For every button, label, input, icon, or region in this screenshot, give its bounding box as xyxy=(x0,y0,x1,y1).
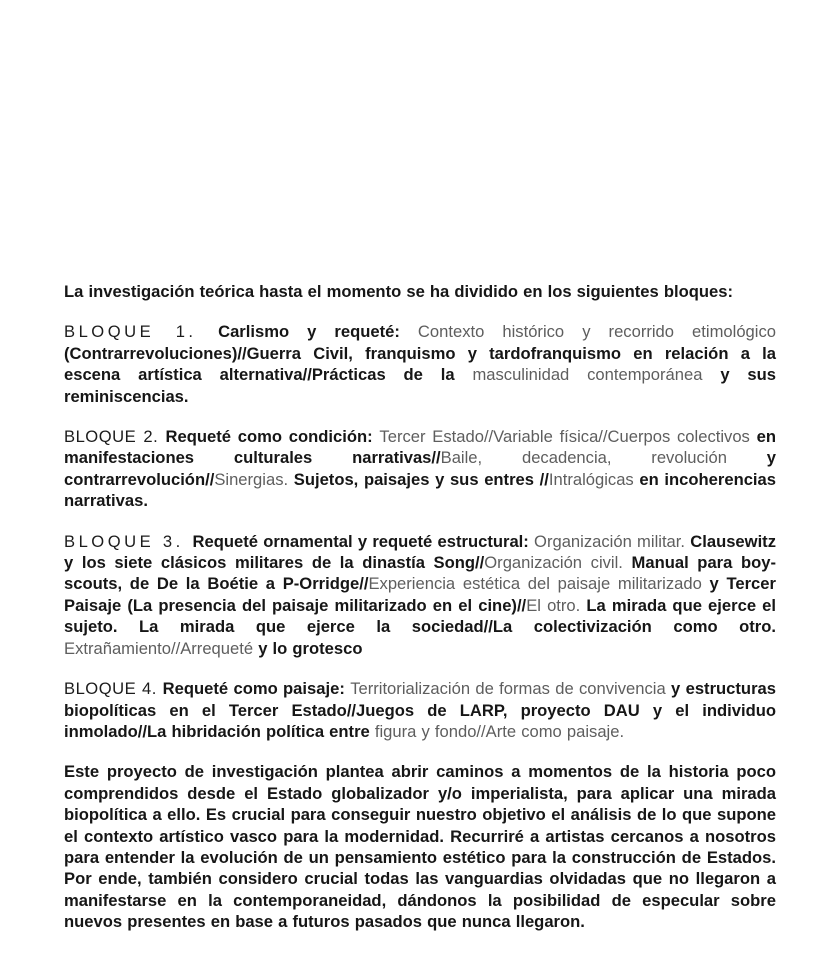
text-run: Requeté como condición: xyxy=(165,427,380,447)
text-run: La mirada que ejerce el sujeto. La mirada que ejerce la sociedad//La colectivización como otro. xyxy=(64,595,782,637)
document-body xyxy=(64,281,782,933)
text-run: Sinergias. xyxy=(214,469,294,489)
text-run: Requeté como paisaje: xyxy=(162,679,351,699)
text-run: Clausewitz y los siete clásicos militares de la dinastía Song// xyxy=(64,531,782,573)
text-run: BLOQUE 4. xyxy=(64,679,163,699)
text-run: Organización civil. xyxy=(484,553,632,573)
text-run: y Tercer Paisaje (La presencia del paisaje militarizado en el cine)// xyxy=(64,574,782,615)
text-run: masculinidad contemporánea xyxy=(472,365,721,385)
text-run: Territorialización de formas de convivencia xyxy=(350,679,672,699)
text-run: Extrañamiento//Arrequeté xyxy=(64,638,259,658)
bloque-4-paragraph xyxy=(64,678,782,742)
text-run: y estructuras biopolíticas en el Tercer Estado//Juegos de LARP, proyecto DAU y el individuo inmolado//La hibridación política entre xyxy=(64,679,782,741)
closing-paragraph xyxy=(64,761,782,932)
bloque-3-paragraph xyxy=(64,531,782,659)
text-run: Tercer Estado//Variable física//Cuerpos colectivos xyxy=(379,427,757,447)
text-run: figura y fondo// xyxy=(374,721,486,741)
text-run: (Contrarrevoluciones)//Guerra Civil, franquismo y tardofranquismo en relación a la escena artística alternativa//Prácticas de la xyxy=(64,343,782,385)
text-run: y contrarrevolución// xyxy=(64,448,782,489)
text-run: Baile, decadencia, revolución xyxy=(440,448,767,468)
bloque-2-paragraph xyxy=(64,426,782,512)
text-run: BLOQUE 1. xyxy=(64,322,219,342)
text-run: Arte como paisaje. xyxy=(485,721,625,741)
text-run: en incoherencias narrativas. xyxy=(64,469,782,511)
intro-paragraph xyxy=(64,281,776,302)
text-run: Contexto histórico y recorrido etimológico xyxy=(417,322,782,342)
text-run: Manual para boy-scouts, de De la Boétie a P-Orridge// xyxy=(64,553,776,594)
text-run: El otro. xyxy=(526,595,587,615)
text-run: y lo grotesco xyxy=(258,638,363,658)
text-run: BLOQUE 3. xyxy=(64,531,193,551)
text-run: Carlismo y requeté: xyxy=(218,322,418,342)
text-run: Organización militar. xyxy=(534,531,691,551)
text-run: Sujetos, paisajes y sus entres // xyxy=(293,469,549,489)
text-run: en manifestaciones culturales narrativas// xyxy=(64,427,782,468)
text-run: y sus reminiscencias. xyxy=(64,365,782,406)
text-run: Intralógicas xyxy=(548,469,640,489)
bloque-1-paragraph xyxy=(64,321,782,407)
text-run: Requeté ornamental y requeté estructural: xyxy=(192,531,535,551)
text-run: Este proyecto de investigación plantea abrir caminos a momentos de la historia poco comprendidos desde el Estado globalizador y/o imperialista, para aplicar una mirada biopolítica a ello. Es crucial para conseguir nuestro objetivo el análisis de lo que supone el contexto artístico vasco para la modernidad. Recurriré a artistas cercanos a nosotros para entender la evolución de un pensamiento estético para la construcción de Estados. Por ende, también considero crucial todas las vanguardias olvidadas que no llegaron a manifestarse en la contemporaneidad, dándonos la posibilidad de especular sobre nuevos presentes en base a futuros pasados que nunca llegaron. xyxy=(64,762,782,932)
text-run: La investigación teórica hasta el momento se ha dividido en los siguientes bloques: xyxy=(64,282,733,301)
text-run: BLOQUE 2. xyxy=(64,427,166,447)
document-page xyxy=(64,0,782,933)
text-run: Experiencia estética del paisaje militarizado xyxy=(368,574,710,594)
